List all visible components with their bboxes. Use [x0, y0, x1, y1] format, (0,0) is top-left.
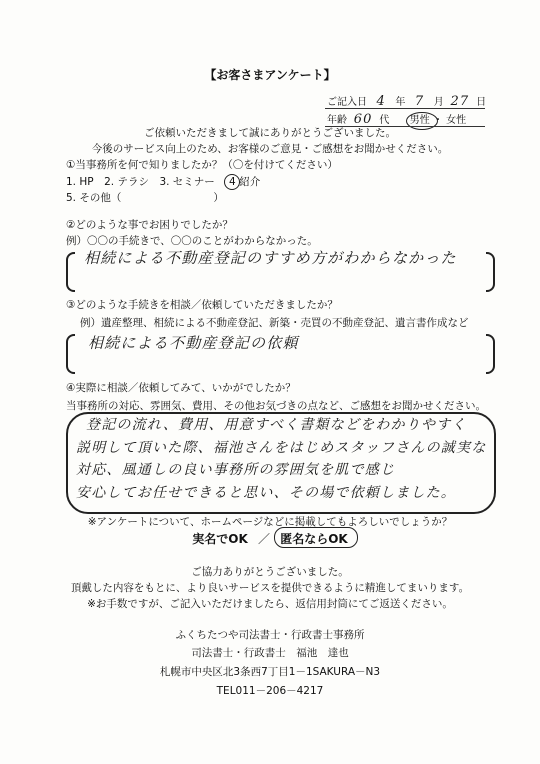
date-month-value: 7 [414, 94, 425, 109]
q1-other [66, 190, 224, 205]
publish-real-name: 実名でOK [192, 532, 248, 546]
closing-thanks: ご協力ありがとうございました。 [191, 566, 349, 578]
q2-bracket-left [66, 252, 75, 292]
publish-options [0, 530, 540, 547]
q4-answer-line-1: 登記の流れ、費用、用意すべく書類などをわかりやすく [86, 417, 467, 433]
closing-line-1: 頂戴した内容をもとに、より良いサービスを提供できるように精進してまいります。 [70, 582, 470, 594]
date-year-value: 4 [376, 94, 386, 109]
q4-answer-line-3: 対応、風通しの良い事務所の雰囲気を肌で感じ [76, 462, 396, 478]
q1-question: ①当事務所を何で知りましたか？（〇を付けてください） [66, 159, 338, 171]
date-day-value: 27 [450, 94, 470, 109]
q2-example: 例）〇〇の手続きで、〇〇のことがわからなかった。 [66, 235, 318, 247]
q4-example: 当事務所の対応、雰囲気、費用、その他お気づきの点など、ご感想をお聞かせください。 [66, 400, 486, 412]
q3-bracket-right [486, 334, 495, 374]
q4-answer-line-2: 説明して頂いた際、福池さんをはじめスタッフさんの誠実な [76, 440, 487, 456]
office-tel: TEL011－206－4217 [216, 685, 324, 697]
date-label: ご記入日 [327, 97, 367, 108]
gender-female: 女性 [446, 115, 467, 126]
gender-male: 男性 [410, 115, 433, 126]
q3-bracket-left [66, 334, 75, 374]
office-name: ふくちたつや司法書士・行政書士事務所 [175, 629, 365, 641]
closing-line-2: ※お手数ですが、ご記入いただけましたら、返信用封筒にてご返送ください。 [87, 598, 453, 610]
q4-question: ④実際に相談／依頼してみて、いかがでしたか？ [66, 382, 296, 394]
age-value: 60 [353, 112, 373, 127]
q1-options-1-3: 1. HP 2. テラシ 3. セミナー [66, 176, 226, 188]
q1-options [66, 174, 260, 189]
publish-anonymous-circle [274, 527, 358, 548]
q1-option-4-label: 紹介 [239, 176, 261, 188]
q1-option-4-number: 4 [225, 176, 239, 188]
publish-question: ※アンケートについて、ホームページなどに掲載してもよろしいでしょうか？ [87, 516, 453, 528]
date-year-unit: 年 [395, 97, 406, 108]
age-unit: 代 [379, 115, 390, 126]
q2-bracket-right [486, 252, 495, 292]
q1-other-label: 5. その他（ [66, 192, 122, 204]
publish-anonymous: 匿名ならOK [280, 530, 348, 547]
entry-date-row [327, 93, 486, 109]
date-underline [325, 108, 485, 109]
page-title: 【お客さまアンケート】 [204, 68, 336, 82]
office-address: 札幌市中央区北3条西7丁目1－1SAKURA－N3 [159, 666, 381, 678]
intro-line-1: ご依頼いただきまして誠にありがとうございました。 [144, 127, 396, 139]
intro-line-2: 今後のサービス向上のため、お客様のご意見・ご感想をお聞かせください。 [91, 143, 449, 155]
gender-separator: ・ [432, 115, 443, 126]
date-day-unit: 日 [476, 97, 487, 108]
q2-question: ②どのような事でお困りでしたか？ [66, 219, 233, 231]
date-month-unit: 月 [433, 97, 444, 108]
office-person: 司法書士・行政書士 福池 達也 [191, 647, 349, 659]
q2-answer: 相続による不動産登記のすすめ方がわからなかった [84, 249, 457, 267]
q1-option-4-circle [224, 174, 240, 190]
q3-question: ③どのような手続きを相談／依頼していただきましたか？ [66, 299, 338, 311]
q1-other-close: ） [213, 192, 224, 204]
q3-answer: 相続による不動産登記の依頼 [88, 334, 299, 352]
publish-slash: ／ [257, 532, 270, 546]
age-label: 年齢 [327, 115, 347, 126]
q3-example: 例）遺産整理、相続による不動産登記、新築・売買の不動産登記、遺言書作成など [80, 317, 469, 329]
q4-answer-line-4: 安心してお任せできると思い、その場で依頼しました。 [76, 485, 456, 501]
